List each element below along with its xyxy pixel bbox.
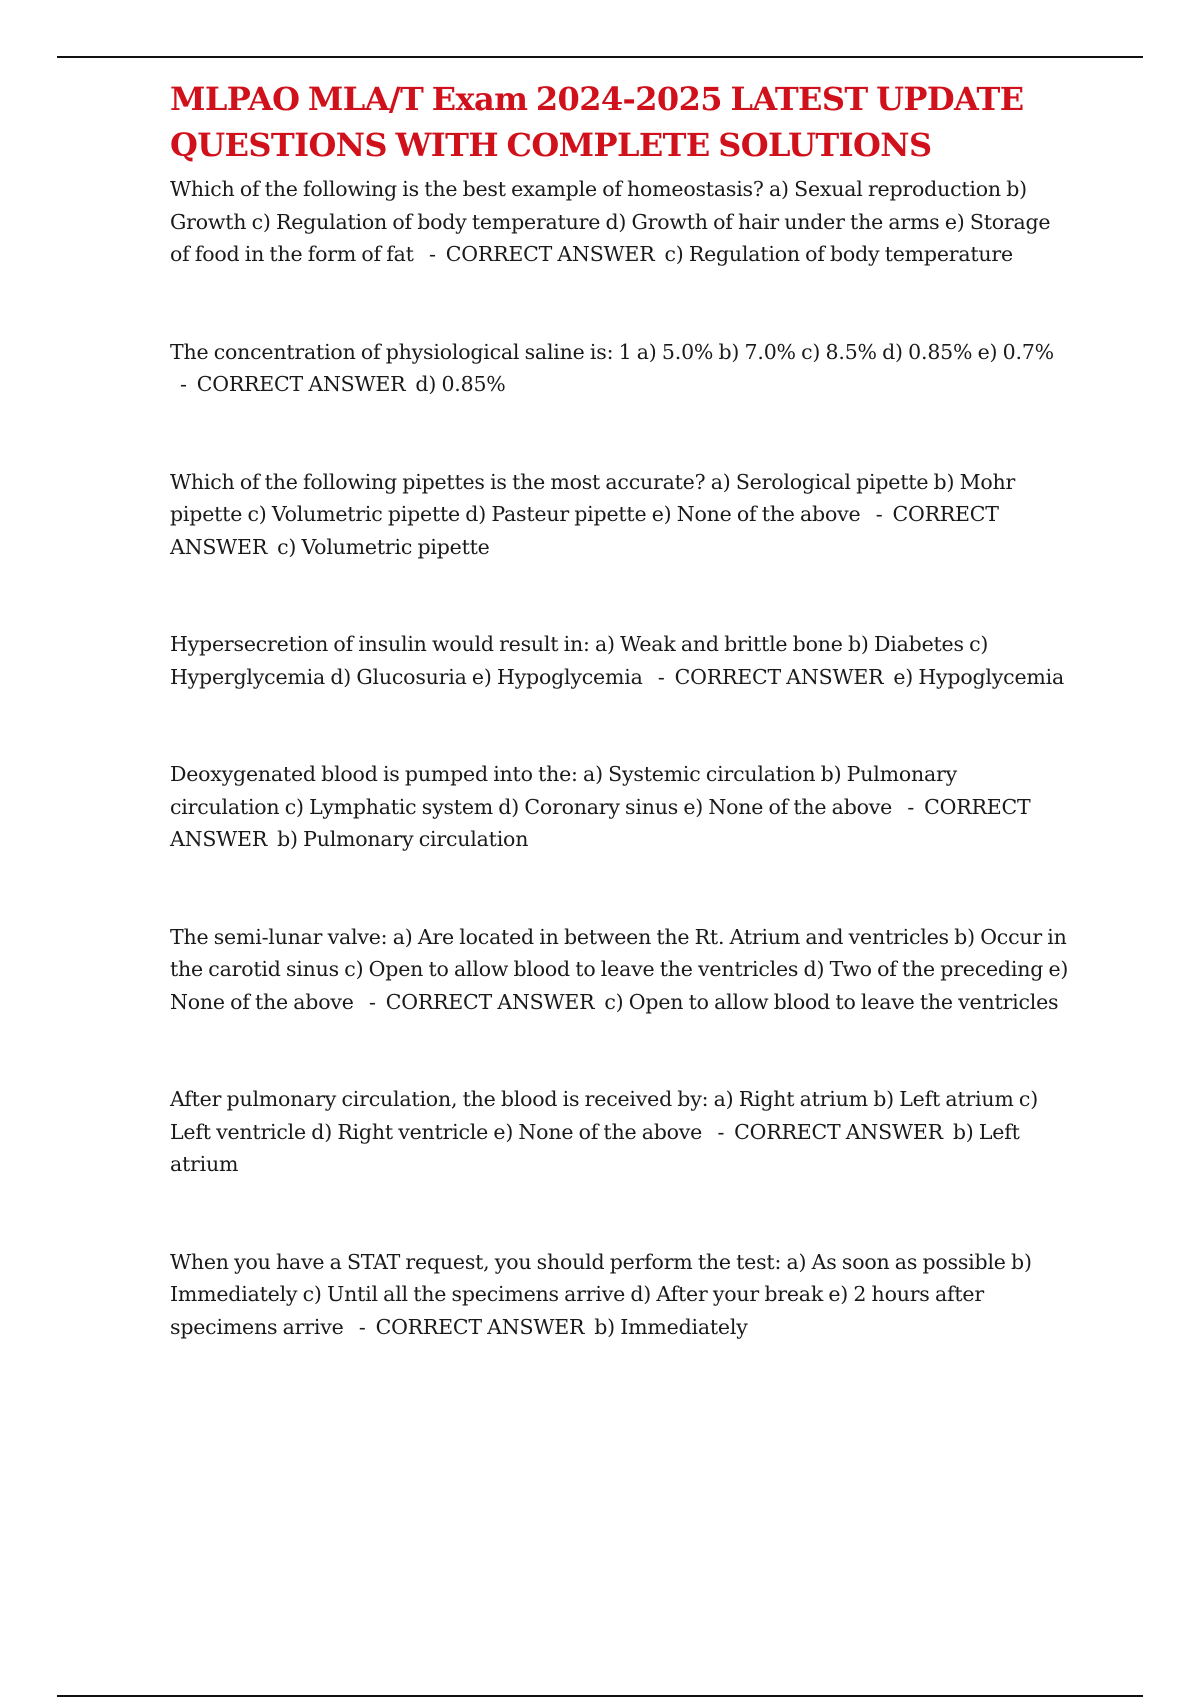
answer-text: b) Left atrium	[170, 1119, 1020, 1176]
question-text: Deoxygenated blood is pumped into the: a) Systemic circulation b) Pulmonary circulation c) Lymphatic system d) Coronary sinus e) None of the above	[170, 762, 958, 819]
question-item	[170, 921, 1070, 1019]
correct-answer-label: CORRECT ANSWER	[445, 242, 655, 266]
answer-separator: -	[717, 1119, 725, 1144]
question-item	[170, 1083, 1070, 1181]
answer-separator: -	[875, 502, 883, 526]
answer-text: c) Volumetric pipette	[277, 534, 490, 559]
answer-separator: -	[369, 989, 376, 1014]
answer-separator: -	[429, 242, 436, 266]
correct-answer-label: CORRECT ANSWER	[734, 1119, 943, 1144]
top-rule	[57, 56, 1143, 58]
question-item	[170, 628, 1070, 693]
question-item	[170, 173, 1070, 271]
answer-text: c) Regulation of body temperature	[664, 242, 1013, 266]
question-item	[170, 758, 1070, 856]
correct-answer-label: CORRECT ANSWER	[170, 502, 999, 559]
correct-answer-label: CORRECT ANSWER	[385, 989, 595, 1014]
answer-separator: -	[657, 664, 665, 689]
answer-separator: -	[358, 1314, 366, 1339]
document-title: MLPAO MLA/T Exam 2024-2025 LATEST UPDATE QUESTIONS WITH COMPLETE SOLUTIONS	[170, 80, 1024, 164]
answer-text: b) Immediately	[594, 1314, 748, 1339]
document-page	[170, 76, 1070, 1408]
correct-answer-label: CORRECT ANSWER	[196, 372, 406, 396]
correct-answer-label: CORRECT ANSWER	[674, 664, 884, 689]
question-text: The concentration of physiological saline is: 1 a) 5.0% b) 7.0% c) 8.5% d) 0.85% e) 0.7%	[170, 339, 1054, 364]
question-item	[170, 1246, 1070, 1344]
question-item	[170, 466, 1070, 564]
correct-answer-label: CORRECT ANSWER	[375, 1314, 585, 1339]
question-list	[170, 173, 1070, 1343]
question-text: Which of the following pipettes is the most accurate? a) Serological pipette b) Mohr pipette c) Volumetric pipette d) Pasteur pipette e) None of the above	[170, 469, 1016, 526]
answer-text: b) Pulmonary circulation	[277, 827, 529, 851]
correct-answer-label: CORRECT ANSWER	[170, 794, 1031, 851]
answer-separator: -	[180, 372, 187, 396]
question-text: Hypersecretion of insulin would result in: a) Weak and brittle bone b) Diabetes c) Hyperglycemia d) Glucosuria e) Hypoglycemia	[170, 632, 989, 689]
answer-separator: -	[907, 794, 915, 819]
question-text: Which of the following is the best example of homeostasis? a) Sexual reproduction b) Growth c) Regulation of body temperature d) Growth of hair under the arms e) Storage of food in the form of fat	[170, 177, 1051, 266]
answer-text: e) Hypoglycemia	[893, 664, 1064, 689]
question-item	[170, 336, 1070, 401]
question-text: The semi-lunar valve: a) Are located in between the Rt. Atrium and ventricles b) Occur in the carotid sinus c) Open to allow blood to leave the ventricles d) Two of the preceding e) None of the above	[170, 924, 1069, 1014]
bottom-rule	[57, 1695, 1143, 1697]
answer-text: d) 0.85%	[415, 372, 506, 396]
answer-text: c) Open to allow blood to leave the ventricles	[604, 989, 1059, 1014]
question-text: When you have a STAT request, you should perform the test: a) As soon as possible b) Immediately c) Until all the specimens arrive d) After your break e) 2 hours after specimens arrive	[170, 1249, 1032, 1339]
question-text: After pulmonary circulation, the blood is received by: a) Right atrium b) Left atrium c) Left ventricle d) Right ventricle e) None of the above	[170, 1087, 1038, 1144]
